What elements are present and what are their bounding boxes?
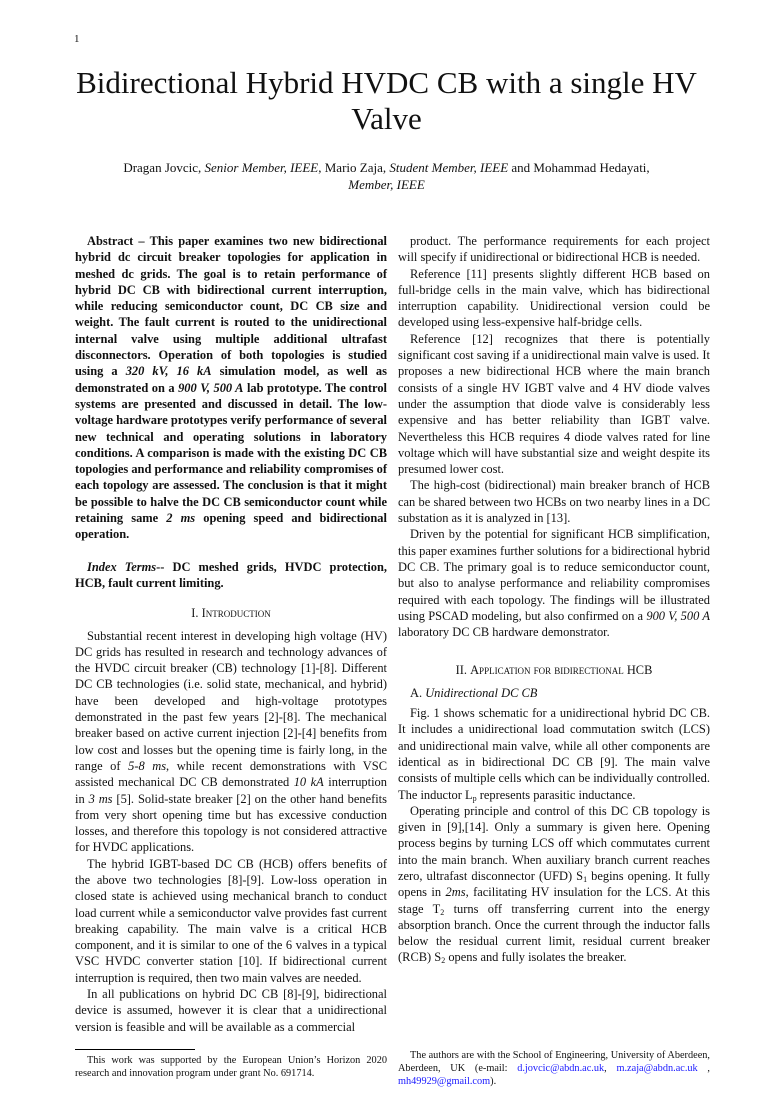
- index-terms: [75, 559, 387, 592]
- footnotes: [75, 1049, 710, 1088]
- paragraph: [398, 331, 710, 478]
- text-segment: Reference [11] presents slightly different HCB based on full-bridge cells in the main valve, which has bidirectional interruption capability. Unidirectional version could be developed using less-expensive half-bridge cells.: [398, 266, 710, 330]
- email-link[interactable]: mh49929@gmail.com: [398, 1075, 491, 1087]
- text-segment: 1: [583, 874, 588, 884]
- text-segment: Member, IEEE: [348, 177, 425, 192]
- footnote-rule: [75, 1049, 195, 1050]
- paragraph: [398, 266, 710, 331]
- text-segment: begins opening. It fully opens in: [398, 868, 710, 900]
- paragraph: [398, 526, 710, 640]
- text-segment: The high-cost (bidirectional) main breaker branch of HCB can be shared between two HCBs on two nearby lines in a DC substation as it is analyzed in [13].: [398, 478, 710, 526]
- subsection-number: A.: [410, 685, 426, 700]
- section-title: Application for bidirectional: [470, 663, 627, 678]
- text-segment: lab prototype. The control systems are presented and discussed in detail. The low-voltage hardware prototypes verify performance of several new technical and operating solutions in laboratory conditions. A comparison is made with the existing DC CB topologies and performance and reliability compromises of each topology are assessed. The conclusion is that it might be possible to halve the DC CB semiconductor count while retaining same: [75, 380, 388, 526]
- text-segment: laboratory DC CB hardware demonstrator.: [398, 625, 610, 640]
- text-segment: 2: [440, 907, 445, 917]
- text-segment: 5-8 ms: [128, 758, 167, 773]
- text-segment: 900 V, 500 A: [178, 380, 244, 395]
- text-segment: Fig. 1 shows schematic for a unidirectional hybrid DC CB. It includes a unidirectional load commutation switch (LCS) and unidirectional main valve, while all other components are identical as in bidirectional DC CB [9]. The main valve consists of multiple cells which can be individually controlled. The inductor L: [398, 706, 710, 802]
- text-segment: opening speed and bidirectional operation.: [75, 511, 387, 542]
- author-list: [110, 159, 663, 193]
- text-segment: Substantial recent interest in developing high voltage (HV) DC grids has resulted in research and technology advances of the HVDC circuit breaker (CB) technology [1]-[8]. Different DC CB technologies (i.e. solid state, mechanical, and hybrid) have been developed and high-voltage prototypes demonstrated in the past few years [2]-[8]. The mechanical breaker based on active current injection [2]-[4] benefits from low cost and losses but the opening time is fairly long, in the range of: [75, 628, 387, 773]
- text-segment: 2ms: [445, 885, 466, 900]
- text-segment: represents parasitic inductance.: [476, 787, 636, 802]
- text-segment: turns off transferring current into the energy absorption branch. Once the current through the inductor falls below the residual current limit, residual current breaker (RCB) S: [398, 901, 710, 965]
- two-column-body: [75, 233, 710, 1035]
- left-footnote-area: [75, 1049, 387, 1080]
- text-segment: Dragan Jovcic,: [123, 160, 205, 175]
- text-segment: The hybrid IGBT-based DC CB (HCB) offers benefits of the above two technologies [8]-[9]. Low-loss operation in closed state is achieved using mechanical branch to conduct load current while a semiconductor valve provides fast current breaking capability. The main valve is a critical HCB component, and it is similar to one of the 6 valves in a typical VSC HVDC converter station [10]. If bidirectional current interruption is required, then two main valves are needed.: [75, 856, 387, 985]
- text-segment: Index Terms: [87, 559, 157, 574]
- section-heading-introduction: [75, 605, 387, 621]
- text-segment: Student Member, IEEE: [389, 160, 509, 175]
- subsection-title: Unidirectional DC CB: [425, 685, 538, 700]
- section-number: I.: [191, 606, 202, 621]
- abstract: [75, 233, 387, 543]
- text-segment: interruption in: [75, 775, 387, 806]
- introduction-continued: [398, 233, 710, 640]
- paragraph: [398, 705, 710, 803]
- subsection-heading: [398, 685, 710, 701]
- paragraph: [398, 233, 710, 266]
- text-segment: In all publications on hybrid DC CB [8]-[9], bidirectional device is assumed, however it is clear that a unidirectional version is feasible and will be available as a commercial: [75, 987, 387, 1034]
- section-title: Introduction: [201, 606, 271, 621]
- text-segment: 320 kV, 16 kA: [125, 364, 212, 379]
- paragraph: [75, 986, 387, 1035]
- right-column: [398, 233, 710, 966]
- page-number: 1: [74, 33, 80, 45]
- paragraph: [398, 803, 710, 966]
- text-segment: product. The performance requirements for each project will specify if unidirectional or bidirectional HCB is needed.: [398, 234, 710, 265]
- section-heading-application: [398, 662, 710, 678]
- funding-footnote: This work was supported by the European Union’s Horizon 2020 research and innovation program under grant No. 691714.: [75, 1054, 387, 1079]
- text-segment: opens and fully isolates the breaker.: [445, 950, 627, 965]
- paper-title: Bidirectional Hybrid HVDC CB with a single HV Valve: [76, 65, 697, 136]
- paragraph: [75, 628, 387, 856]
- introduction-body: [75, 628, 387, 1035]
- text-segment: 3 ms: [88, 791, 113, 806]
- text-segment: 2: [441, 956, 446, 966]
- author-affiliation-footnote: The authors are with the School of Engineering, University of Aberdeen, Aberdeen, UK (e-mail: d.jovcic@abdn.ac.uk, m.zaja@abdn.ac.uk , mh49929@gmail.com).: [398, 1049, 711, 1087]
- section-body: [398, 705, 710, 966]
- left-column: [75, 233, 387, 1035]
- text-segment: Abstract – This paper examines two new bidirectional hybrid dc circuit breaker topologies for application in meshed dc grids. The goal is to retain performance of hybrid DC CB with bidirectional current interruption, while reducing semiconductor count, DC CB size and weight. The fault current is routed to the unidirectional internal valve using multiple additional ultrafast disconnectors. Operation of both topologies is studied using a: [75, 234, 387, 379]
- text-segment: Senior Member, IEEE: [204, 160, 319, 175]
- text-segment: p: [472, 793, 477, 803]
- text-segment: -- DC meshed grids, HVDC protection, HCB, fault current limiting.: [75, 559, 388, 590]
- text-segment: , Mario Zaja,: [318, 160, 390, 175]
- text-segment: , facilitating HV insulation for the LCS. At this stage T: [398, 885, 710, 916]
- text-segment: simulation model, as well as demonstrated on a: [75, 364, 387, 395]
- right-footnote-area: [398, 1049, 710, 1088]
- email-link[interactable]: m.zaja@abdn.ac.uk: [616, 1062, 698, 1074]
- affiliation-text: The authors are with the School of Engineering, University of Aberdeen, Aberdeen, UK (e-mail:: [398, 1049, 710, 1074]
- paragraph: [75, 856, 387, 986]
- text-segment: , while recent demonstrations with VSC assisted mechanical DC CB demonstrated: [75, 758, 387, 790]
- text-segment: and Mohammad Hedayati,: [508, 160, 650, 175]
- email-link[interactable]: d.jovcic@abdn.ac.uk: [517, 1062, 605, 1074]
- text-segment: Operating principle and control of this DC CB topology is given in [9],[14]. Only a summary is given here. Opening process begins by turning LCS off which commutates current into the main branch. When auxiliary branch current reaches zero, ultrafast disconnector (UFD) S: [398, 803, 710, 883]
- affiliation-end: ).: [490, 1075, 497, 1087]
- text-segment: 10 kA: [293, 775, 324, 790]
- text-segment: 2 ms: [166, 511, 196, 526]
- text-segment: Driven by the potential for significant HCB simplification, this paper examines further solutions for a bidirectional hybrid DC CB. The primary goal is to reduce semiconductor count, but also to analyse performance and reliability compromises required with each topology. The findings will be illustrated using PSCAD modeling, but also confirmed on a: [398, 527, 710, 623]
- text-segment: Reference [12] recognizes that there is potentially significant cost saving if a unidirectional main valve is used. It proposes a new bidirectional HCB where the main branch consists of a single HV IGBT valve and 4 HV diode valves under the assumption that diode valve is considerably less expensive and has better reliability than IGBT valve. Nevertheless this HCB requires 4 diode valves rated for line voltage which will have substantial size and weight despite its presumed lower cost.: [398, 331, 710, 477]
- section-number: II.: [455, 663, 471, 678]
- paragraph: [398, 477, 710, 526]
- text-segment: 900 V, 500 A: [646, 608, 710, 623]
- text-segment: [5]. Solid-state breaker [2] on the other hand benefits from very short opening time but has excessive conduction losses, and therefore this topology is not considered attractive for HVDC applications.: [75, 791, 387, 855]
- section-title-tail: HCB: [626, 663, 653, 678]
